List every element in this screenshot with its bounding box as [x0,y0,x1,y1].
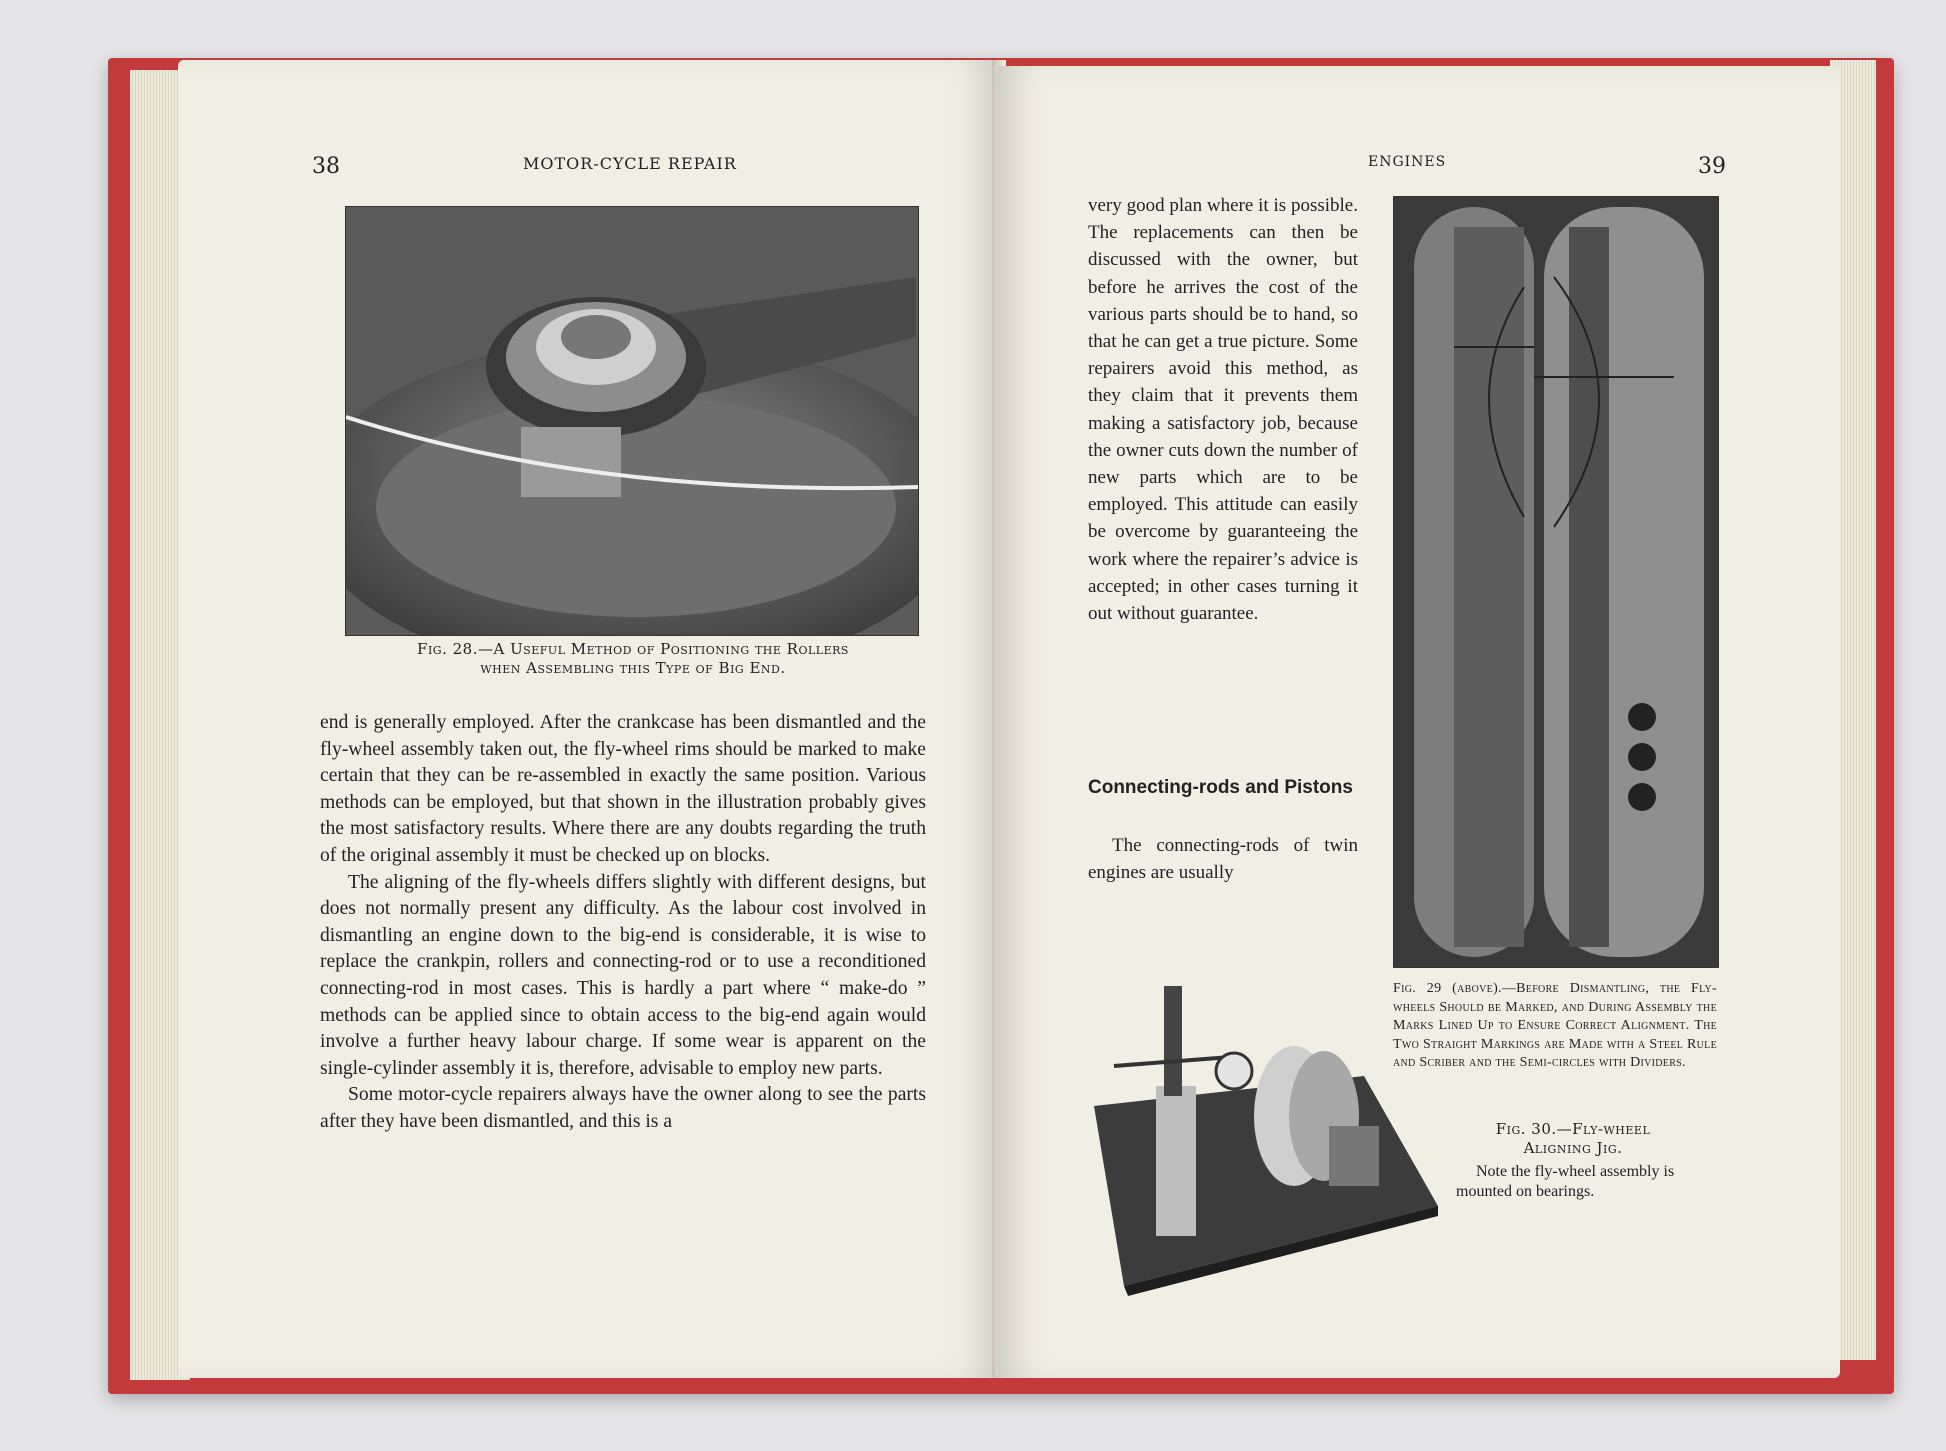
figure-30-caption-line1: Fig. 30.—Fly-wheel [1495,1120,1651,1138]
fly-wheels-illustration [1394,197,1718,967]
figure-28-photo [345,206,919,636]
left-paragraph-1: end is generally employed. After the crankcase has been dismantled and the fly-wheel assembly taken out, the fly-wheel rims should be marked to make certain that they can be re-assembled in exactly the same position. Various methods can be employed, but that shown in the illustration probably gives the most satisfactory results. Where there are any doubts regarding the truth of the original assembly it must be checked up on blocks. [320,712,926,866]
running-head-left: MOTOR-CYCLE REPAIR [523,154,737,173]
figure-28-caption-line1: Fig. 28.—A Useful Method of Positioning the Rollers [417,640,849,658]
left-paragraph-3: Some motor-cycle repairers always have the owner along to see the parts after they have been dismantled, and this is a [320,1084,926,1132]
figure-29-photo [1393,196,1719,968]
right-page [998,66,1840,1378]
page-number-left: 38 [312,154,340,179]
figure-30-note: Note the fly-wheel assembly is mounted on bearings. [1456,1163,1675,1200]
heading-paragraph: The connecting-rods of twin engines are usually [1088,835,1358,883]
figure-29-caption: Fig. 29 (above).—Before Dismantling, the Fly-wheels Should be Marked, and During Assembly the Marks Lined Up to Ensure Correct Alignment. The Two Straight Markings are Made with a Steel Rule and Scriber and the Semi-circles with Dividers. [1393,981,1717,1070]
big-end-rollers-illustration [346,207,918,635]
aligning-jig-illustration [1094,966,1438,1296]
left-body-text [320,710,926,1136]
section-heading: Connecting-rods and Pistons [1088,777,1353,798]
left-page [178,60,998,1378]
page-number-right: 39 [1698,154,1726,179]
figure-30-photo [1094,966,1438,1296]
left-paragraph-2: The aligning of the fly-wheels differs slightly with different designs, but does not normally present any difficulty. As the labour cost involved in dismantling an engine down to the big-end is considerable, it is wise to replace the crankpin, rollers and connecting-rod or to use a reconditioned connecting-rod in most cases. This is hardly a part where “ make-do ” methods can be applied since to obtain access to the big-end again would involve a further heavy labour charge. If some wear is apparent on the single-cylinder assembly it is, therefore, advisable to employ new parts. [320,871,926,1079]
figure-28-caption-line2: when Assembling this Type of Big End. [480,659,786,677]
running-head-right: ENGINES [1368,154,1447,170]
right-column-text: very good plan where it is possible. The replacements can then be discussed with the owner, but before he arrives the cost of the various parts should be to hand, so that he can get a true picture. Some repairers avoid this method, as they claim that it prevents them making a satisfactory job, because the owner cuts down the number of new parts which are to be employed. This attitude can easily be overcome by guaranteeing the work where the repairer’s advice is accepted; in other cases turning it out without guarantee. [1088,195,1358,625]
figure-30-caption-line2: Aligning Jig. [1523,1139,1623,1157]
